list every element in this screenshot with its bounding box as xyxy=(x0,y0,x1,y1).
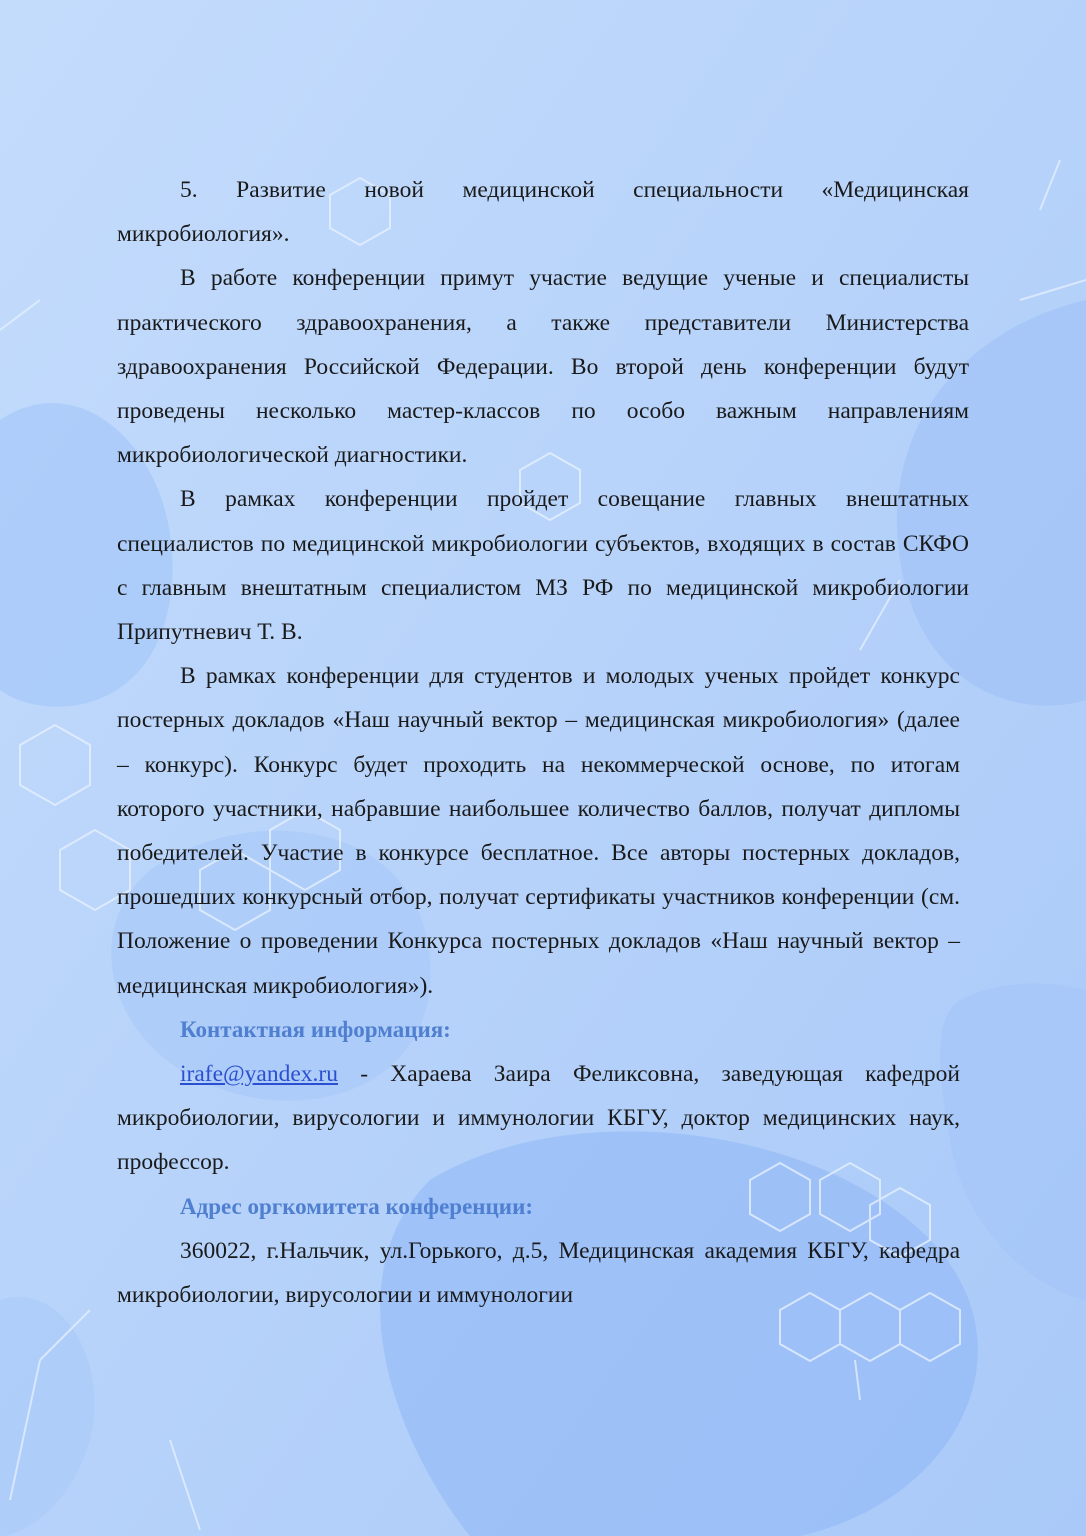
address-heading: Адрес оргкомитета конференции: xyxy=(180,1193,533,1219)
contact-heading: Контактная информация: xyxy=(180,1016,451,1042)
document-body xyxy=(117,168,969,1317)
paragraph-poster-contest: В рамках конференции для студентов и молодых ученых пройдет конкурс постерных докладов «Наш научный вектор – медицинская микробиология» (далее – конкурс). Конкурс будет проходить на некоммерческой основе, по итогам которого участники, набравшие наибольшее количество баллов, получат дипломы победителей. Участие в конкурсе бесплатное. Все авторы постерных докладов, прошедших конкурсный отбор, получат сертификаты участников конференции (см. Положение о проведении Конкурса постерных докладов «Наш научный вектор – медицинская микробиология»). xyxy=(117,663,960,999)
email-link[interactable]: irafe@yandex.ru xyxy=(180,1061,338,1088)
paragraph-specialty: 5. Развитие новой медицинской специальности «Медицинская микробиология». xyxy=(117,177,969,248)
contact-paragraph xyxy=(117,1052,960,1185)
address-paragraph: 360022, г.Нальчик, ул.Горького, д.5, Медицинская академия КБГУ, кафедра микробиологии, вирусологии и иммунологии xyxy=(117,1237,960,1309)
contact-text: - Хараева Заира Феликсовна, заведующая кафедрой микробиологии, вирусологии и иммунологии КБГУ, доктор медицинских наук, профессор. xyxy=(117,1061,960,1176)
paragraph-meeting: В рамках конференции пройдет совещание главных внештатных специалистов по медицинской микробиологии субъектов, входящих в состав СКФО с главным внештатным специалистом МЗ РФ по медицинской микробиологии Припутневич Т. В. xyxy=(117,486,969,646)
paragraph-participants: В работе конференции примут участие ведущие ученые и специалисты практического здравоохранения, а также представители Министерства здравоохранения Российской Федерации. Во второй день конференции будут проведены несколько мастер-классов по особо важным направлениям микробиологической диагностики. xyxy=(117,265,969,469)
